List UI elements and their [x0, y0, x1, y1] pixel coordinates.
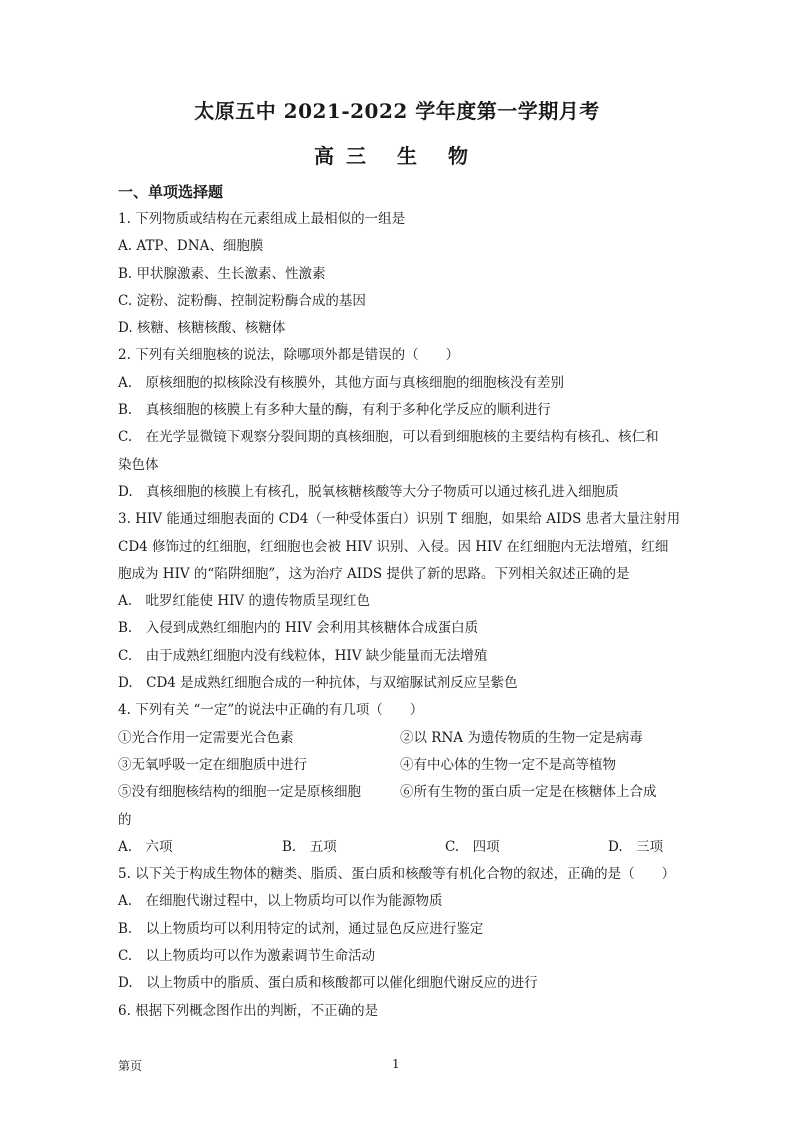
statement-6: ⑥所有生物的蛋白质一定是在核糖体上合成 — [400, 784, 657, 801]
question-4-statements-row1 — [118, 725, 678, 752]
footer-page-number: 1 — [392, 1057, 400, 1071]
question-5-option-b: B. 以上物质均可以利用特定的试剂，通过显色反应进行鉴定 — [118, 920, 484, 937]
question-1-option-c: C. 淀粉、淀粉酶、控制淀粉酶合成的基因 — [118, 292, 366, 309]
question-3-option-a: A. 吡罗红能使 HIV 的遗传物质呈现红色 — [118, 593, 370, 610]
question-1-option-b: B. 甲状腺激素、生长激素、性激素 — [118, 265, 326, 282]
question-1-option-a: A. ATP、DNA、细胞膜 — [118, 238, 264, 255]
question-5-option-a: A. 在细胞代谢过程中，以上物质均可以作为能源物质 — [118, 893, 443, 910]
statement-3: ③无氧呼吸一定在细胞质中进行 — [118, 756, 307, 773]
statement-5-cont: 的 — [118, 811, 132, 828]
question-4-option-c: C. 四项 — [445, 838, 500, 855]
question-2-option-c-cont: 染色体 — [118, 456, 159, 473]
question-5-option-c: C. 以上物质均可以作为激素调节生命活动 — [118, 948, 376, 965]
question-4-option-d: D. 三项 — [608, 838, 664, 855]
question-2-option-d: D. 真核细胞的核膜上有核孔，脱氧核糖核酸等大分子物质可以通过核孔进入细胞质 — [118, 483, 619, 500]
question-2-option-a: A. 原核细胞的拟核除没有核膜外，其他方面与真核细胞的细胞核没有差别 — [118, 374, 565, 391]
question-3-stem-line1: 3. HIV 能通过细胞表面的 CD4（一种受体蛋白）识别 T 细胞，如果给 AIDS 患者大量注射用 — [118, 511, 681, 528]
question-4-option-a: A. 六项 — [118, 838, 173, 855]
question-3-option-c: C. 由于成熟红细胞内没有线粒体，HIV 缺少能量而无法增殖 — [118, 647, 488, 664]
question-3-stem-line2: CD4 修饰过的红细胞，红细胞也会被 HIV 识别、入侵。因 HIV 在红细胞内无法增殖，红细 — [118, 538, 669, 555]
question-2-stem: 2. 下列有关细胞核的说法，除哪项外都是错误的（ ） — [118, 347, 460, 364]
question-4-statements-row2 — [118, 752, 678, 779]
statement-5: ⑤没有细胞核结构的细胞一定是原核细胞 — [118, 784, 361, 801]
question-5-stem: 5. 以下关于构成生物体的糖类、脂质、蛋白质和核酸等有机化合物的叙述，正确的是（ ） — [118, 866, 676, 883]
question-5-option-d: D. 以上物质中的脂质、蛋白质和核酸都可以催化细胞代谢反应的进行 — [118, 975, 538, 992]
section-heading: 一、单项选择题 — [118, 183, 224, 201]
question-4-statements-row3 — [118, 779, 678, 806]
question-1-option-d: D. 核糖、核糖核酸、核糖体 — [118, 320, 286, 337]
footer-page-label: 第页 — [118, 1059, 143, 1073]
question-4-stem: 4. 下列有关 “一定”的说法中正确的有几项（ ） — [118, 702, 424, 719]
exam-subtitle: 高三 生 物 — [314, 144, 480, 168]
statement-1: ①光合作用一定需要光合色素 — [118, 729, 294, 746]
question-3-option-d: D. CD4 是成熟红细胞合成的一种抗体，与双缩脲试剂反应呈紫色 — [118, 675, 518, 692]
question-6-stem: 6. 根据下列概念图作出的判断，不正确的是 — [118, 1002, 379, 1019]
exam-title: 太原五中 2021-2022 学年度第一学期月考 — [194, 99, 600, 123]
question-4-options — [118, 834, 678, 861]
statement-2: ②以 RNA 为遗传物质的生物一定是病毒 — [400, 729, 643, 746]
question-2-option-c: C. 在光学显微镜下观察分裂间期的真核细胞，可以看到细胞核的主要结构有核孔、核仁和 — [118, 429, 659, 446]
question-1-stem: 1. 下列物质或结构在元素组成上最相似的一组是 — [118, 211, 406, 227]
question-2-option-b: B. 真核细胞的核膜上有多种大量的酶，有利于多种化学反应的顺利进行 — [118, 402, 551, 419]
question-4-option-b: B. 五项 — [282, 838, 337, 855]
statement-4: ④有中心体的生物一定不是高等植物 — [400, 756, 616, 773]
question-3-stem-line3: 胞成为 HIV 的“陷阱细胞”，这为治疗 AIDS 提供了新的思路。下列相关叙述正确的是 — [118, 565, 630, 582]
question-list — [118, 206, 681, 1025]
question-3-option-b: B. 入侵到成熟红细胞内的 HIV 会利用其核糖体合成蛋白质 — [118, 620, 479, 637]
